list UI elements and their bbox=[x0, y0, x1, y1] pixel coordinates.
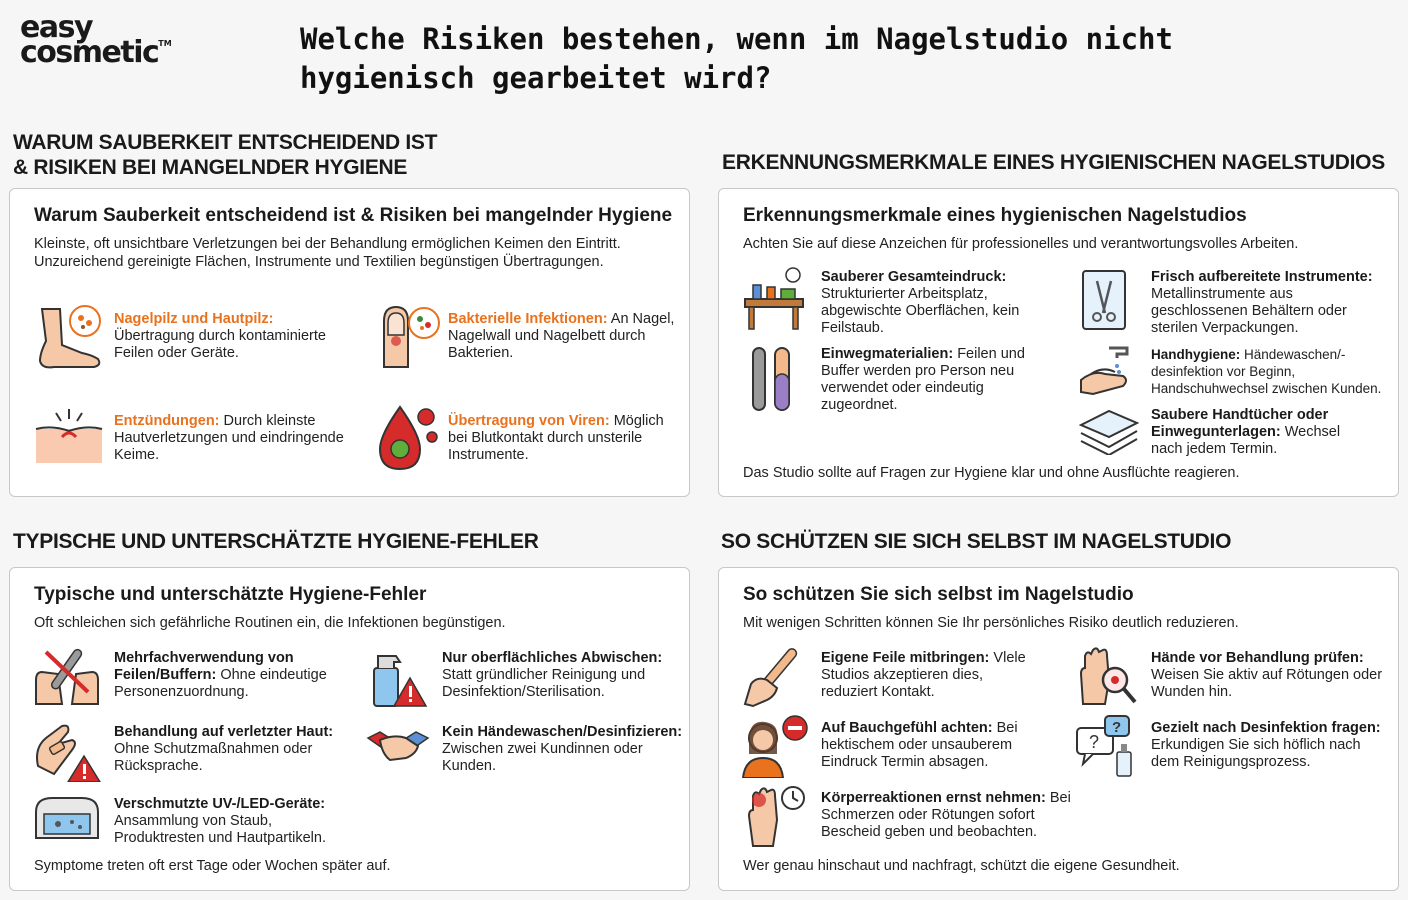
item-text: Zwischen zwei Kundinnen oder Kunden. bbox=[442, 741, 643, 774]
panel-title: So schützen Sie sich selbst im Nagelstudio bbox=[743, 584, 1134, 605]
item-label: Körperreaktionen ernst nehmen: bbox=[821, 790, 1046, 806]
risk-item-bakterien bbox=[376, 301, 676, 371]
question-bubble-icon bbox=[1075, 714, 1139, 778]
item-text: Ohne eindeutige Personenzuordnung. bbox=[114, 667, 327, 700]
item-text: Händewaschen/-desinfektion vor Beginn, Handschuhwechsel zwischen Kunden. bbox=[1151, 347, 1382, 396]
fehler-mehrfachverwendung bbox=[32, 644, 352, 710]
panel-risiken bbox=[9, 188, 690, 497]
clean-desk-icon bbox=[741, 267, 807, 333]
risk-item-pilz bbox=[32, 301, 352, 371]
item-text: Durch kleinste Hautverletzungen und eindringende Keime. bbox=[114, 413, 344, 463]
risk-item-viren bbox=[376, 403, 676, 473]
item-label: Hände vor Behandlung prüfen: bbox=[1151, 650, 1364, 666]
spray-bottle-icon bbox=[366, 644, 430, 708]
svg-text:?: ? bbox=[1089, 732, 1100, 752]
item-text: Vlele Studios akzeptieren dies, reduziert Kontakt. bbox=[821, 650, 1026, 700]
logo-tm: TM bbox=[158, 38, 172, 48]
shared-file-hands-icon bbox=[32, 644, 102, 708]
sterile-instruments-icon bbox=[1079, 267, 1129, 333]
worried-person-icon bbox=[741, 714, 811, 778]
logo-line-2: cosmetic bbox=[20, 34, 159, 70]
item-label: Gezielt nach Desinfektion fragen: bbox=[1151, 720, 1381, 736]
finger-bacteria-icon bbox=[376, 301, 442, 371]
panel-title: Erkennungsmerkmale eines hygienischen Nagelstudios bbox=[743, 205, 1247, 226]
item-text: Möglich bei Blutkontakt durch unsterile Instrumente. bbox=[448, 413, 664, 463]
svg-text:?: ? bbox=[1112, 719, 1122, 736]
panel-subtitle: Kleinste, oft unsichtbare Verletzungen bei der Behandlung ermöglichen Keimen den Eintritt. Unzureichend gereinigte Flächen, Instrumente und Textilien begünstigen Übertragungen. bbox=[34, 236, 621, 270]
foot-fungus-icon bbox=[32, 301, 108, 371]
hand-redness-clock-icon bbox=[741, 784, 807, 848]
panel-footer: Das Studio sollte auf Fragen zur Hygiene klar und ohne Ausflüchte reagieren. bbox=[743, 465, 1240, 481]
panel-footer: Symptome treten oft erst Tage oder Wochen später auf. bbox=[34, 858, 391, 874]
schutz-bauchgefuehl bbox=[741, 714, 1061, 780]
item-label: Mehrfachverwendung von Feilen/Buffern: bbox=[114, 650, 294, 683]
injured-hand-icon bbox=[32, 718, 102, 782]
item-text: Metallinstrumente aus geschlossenen Behältern oder sterilen Verpackungen. bbox=[1151, 286, 1347, 336]
skin-inflammation-icon bbox=[32, 403, 108, 473]
blood-virus-icon bbox=[376, 403, 442, 473]
item-text: Weisen Sie aktiv auf Rötungen oder Wunden hin. bbox=[1151, 667, 1383, 700]
item-label: Saubere Handtücher oder Einwegunterlagen: bbox=[1151, 407, 1329, 440]
fehler-verletzte-haut bbox=[32, 718, 352, 784]
page-title: Welche Risiken bestehen, wenn im Nagelstudio nicht hygienisch gearbeitet wird? bbox=[300, 22, 1173, 95]
item-label: Nur oberflächliches Abwischen: bbox=[442, 650, 663, 666]
panel-subtitle: Mit wenigen Schritten können Sie Ihr persönliches Risiko deutlich reduzieren. bbox=[743, 615, 1239, 631]
item-text: Übertragung durch kontaminierte Feilen oder Geräte. bbox=[114, 328, 326, 361]
item-text: Wechsel nach jedem Termin. bbox=[1151, 424, 1341, 457]
towels-icon bbox=[1079, 405, 1139, 455]
panel-title: Typische und unterschätzte Hygiene-Fehler bbox=[34, 584, 427, 605]
schutz-desinfektion-fragen bbox=[1075, 714, 1395, 780]
section-heading-schutz: SO SCHÜTZEN SIE SICH SELBST IM NAGELSTUDIO bbox=[721, 530, 1232, 553]
item-text: Erkundigen Sie sich höflich nach dem Reinigungsprozess. bbox=[1151, 737, 1361, 770]
item-label: Auf Bauchgefühl achten: bbox=[821, 720, 993, 736]
item-label: Übertragung von Viren: bbox=[448, 413, 610, 429]
section-heading-hygiene-fehler: TYPISCHE UND UNTERSCHÄTZTE HYGIENE-FEHLER bbox=[13, 530, 539, 553]
item-text: Ansammlung von Staub, Produktresten und Hautpartikeln. bbox=[114, 813, 326, 846]
item-text: Bei hektischem oder unsauberem Eindruck Termin absagen. bbox=[821, 720, 1018, 770]
item-text: Bei Schmerzen oder Rötungen sofort Bescheid geben und beobachten. bbox=[821, 790, 1071, 840]
panel-title: Warum Sauberkeit entscheidend ist & Risiken bei mangelnder Hygiene bbox=[34, 205, 673, 226]
section-heading-erkennungsmerkmale: ERKENNUNGSMERKMALE EINES HYGIENISCHEN NAGELSTUDIOS bbox=[722, 151, 1385, 174]
item-label: Sauberer Gesamteindruck: bbox=[821, 269, 1007, 285]
schutz-haende-pruefen bbox=[1075, 644, 1395, 710]
risk-item-entzuendung bbox=[32, 403, 352, 473]
item-label: Handhygiene: bbox=[1151, 347, 1241, 362]
panel-subtitle: Achten Sie auf diese Anzeichen für professionelles und verantwortungsvolles Arbeiten. bbox=[743, 236, 1299, 252]
section-heading-sauberkeit: WARUM SAUBERKEIT ENTSCHEIDEND IST & RISIKEN BEI MANGELNDER HYGIENE bbox=[13, 131, 438, 179]
merkmal-handtuecher bbox=[1079, 405, 1379, 457]
logo-line-1: easy bbox=[20, 10, 93, 45]
hand-magnifier-icon bbox=[1075, 644, 1139, 708]
hand-file-icon bbox=[741, 644, 807, 708]
hand-washing-icon bbox=[1079, 344, 1139, 400]
item-text: Statt gründlicher Reinigung und Desinfektion/Sterilisation. bbox=[442, 667, 646, 700]
merkmal-gesamteindruck bbox=[741, 267, 1041, 337]
item-label: Behandlung auf verletzter Haut: bbox=[114, 724, 334, 740]
panel-subtitle: Oft schleichen sich gefährliche Routinen ein, die Infektionen begünstigen. bbox=[34, 615, 506, 631]
panel-schutz bbox=[718, 567, 1399, 891]
uv-lamp-icon bbox=[32, 792, 102, 842]
fehler-haendewaschen bbox=[366, 718, 686, 784]
merkmal-instrumente bbox=[1079, 267, 1389, 337]
panel-hygiene-fehler bbox=[9, 567, 690, 891]
item-text: Strukturierter Arbeitsplatz, abgewischte Oberflächen, kein Feilstaub. bbox=[821, 286, 1020, 336]
item-label: Eigene Feile mitbringen: bbox=[821, 650, 990, 666]
merkmal-handhygiene bbox=[1079, 344, 1399, 399]
panel-footer: Wer genau hinschaut und nachfragt, schützt die eigene Gesundheit. bbox=[743, 858, 1180, 874]
handshake-icon bbox=[366, 718, 430, 774]
schutz-koerperreaktionen bbox=[741, 784, 1081, 850]
item-text: Ohne Schutzmaßnahmen oder Rücksprache. bbox=[114, 741, 313, 774]
item-label: Bakterielle Infektionen: bbox=[448, 311, 608, 327]
item-label: Kein Händewaschen/Desinfizieren: bbox=[442, 724, 683, 740]
item-label: Einwegmaterialien: bbox=[821, 346, 954, 362]
item-text: Feilen und Buffer werden pro Person neu verwendet oder eindeutig zugeordnet. bbox=[821, 346, 1025, 413]
item-label: Nagelpilz und Hautpilz: bbox=[114, 311, 274, 327]
panel-erkennungsmerkmale bbox=[718, 188, 1399, 497]
disposable-files-icon bbox=[741, 344, 807, 414]
fehler-uv-geraete bbox=[32, 792, 372, 852]
item-label: Verschmutzte UV-/LED-Geräte: bbox=[114, 796, 326, 812]
schutz-eigene-feile bbox=[741, 644, 1061, 710]
fehler-abwischen bbox=[366, 644, 686, 710]
item-text: An Nagel, Nagelwall und Nagelbett durch Bakterien. bbox=[448, 311, 675, 361]
brand-logo bbox=[20, 10, 180, 70]
item-label: Frisch aufbereitete Instrumente: bbox=[1151, 269, 1373, 285]
item-label: Entzündungen: bbox=[114, 413, 220, 429]
merkmal-einweg bbox=[741, 344, 1041, 414]
